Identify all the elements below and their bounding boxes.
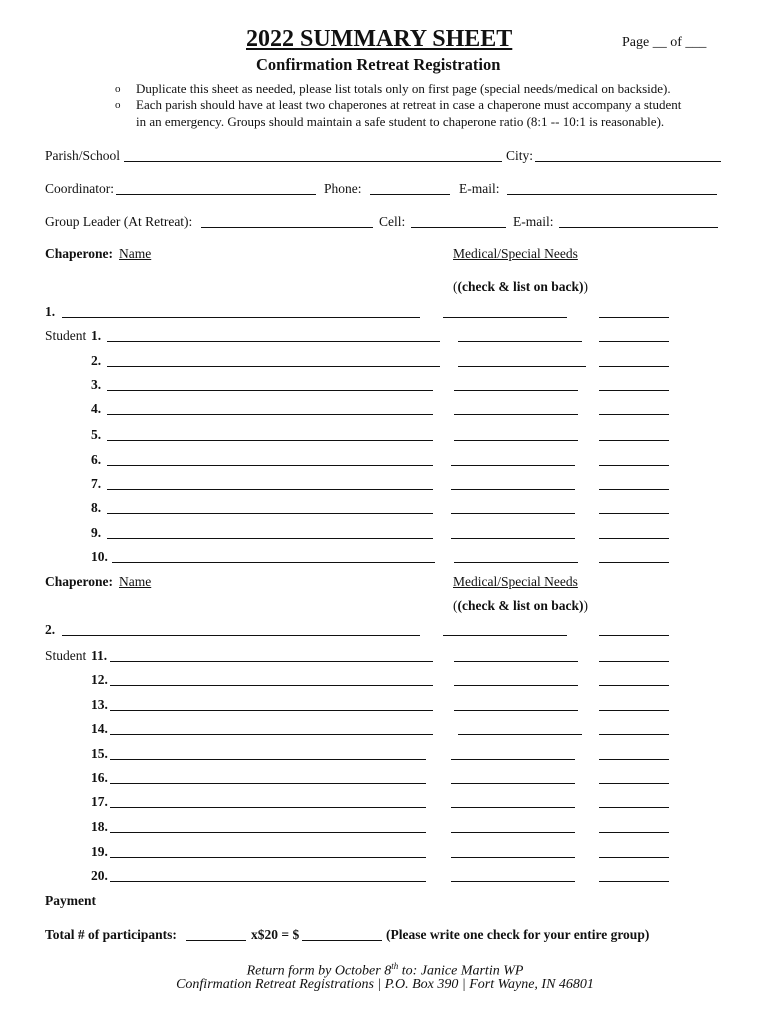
student-number: 15.: [91, 746, 108, 761]
payment-check-note: (Please write one check for your entire group): [386, 927, 650, 942]
check-line[interactable]: [599, 783, 669, 784]
check-line[interactable]: [599, 489, 669, 490]
parish-input-line[interactable]: [124, 161, 502, 162]
note-2-continued: in an emergency. Groups should maintain a safe student to chaperone ratio (8:1 -- 10:1 is reasonable).: [136, 114, 665, 129]
student-name-line[interactable]: [107, 414, 433, 415]
student-name-line[interactable]: [110, 832, 426, 833]
student-number: 9.: [91, 525, 102, 540]
email-input-line[interactable]: [559, 227, 718, 228]
check-line[interactable]: [599, 881, 669, 882]
check-line[interactable]: [599, 685, 669, 686]
medical-line[interactable]: [454, 661, 578, 662]
check-line[interactable]: [599, 341, 669, 342]
student-number: 2.: [91, 353, 102, 368]
coordinator-input-line[interactable]: [116, 194, 316, 195]
rate-label: x$20 = $: [251, 927, 300, 942]
medical-line[interactable]: [458, 366, 586, 367]
student-number: 13.: [91, 697, 108, 712]
student-number: 11.: [91, 648, 108, 663]
check-line[interactable]: [599, 710, 669, 711]
group-leader-label: Group Leader (At Retreat):: [45, 214, 193, 229]
student-name-line[interactable]: [110, 759, 426, 760]
email-label: E-mail:: [513, 214, 554, 229]
chaperone-label: Chaperone:: [45, 246, 114, 261]
medical-line[interactable]: [458, 734, 582, 735]
medical-line[interactable]: [451, 832, 575, 833]
student-name-line[interactable]: [107, 366, 440, 367]
group-leader-input-line[interactable]: [201, 227, 373, 228]
student-name-line[interactable]: [107, 341, 440, 342]
medical-line[interactable]: [451, 759, 575, 760]
check-line[interactable]: [599, 465, 669, 466]
student-name-line[interactable]: [110, 783, 426, 784]
phone-input-line[interactable]: [370, 194, 450, 195]
city-input-line[interactable]: [535, 161, 721, 162]
coordinator-label: Coordinator:: [45, 181, 114, 196]
student-name-line[interactable]: [112, 562, 435, 563]
phone-label: Phone:: [324, 181, 362, 196]
student-number: 14.: [91, 721, 108, 736]
medical-line[interactable]: [454, 414, 578, 415]
note-1: Duplicate this sheet as needed, please list totals only on first page (special needs/medical on backside).: [136, 81, 671, 96]
email-input-line[interactable]: [507, 194, 717, 195]
medical-line[interactable]: [451, 538, 575, 539]
student-number: 7.: [91, 476, 102, 491]
student-name-line[interactable]: [110, 881, 426, 882]
check-line[interactable]: [599, 440, 669, 441]
mailing-address: Confirmation Retreat Registrations | P.O. Box 390 | Fort Wayne, IN 46801: [176, 977, 594, 992]
student-name-line[interactable]: [107, 489, 433, 490]
name-column-label: Name: [119, 574, 152, 589]
total-amount-line[interactable]: [302, 940, 382, 941]
return-suffix: to: Janice Martin WP: [398, 963, 524, 979]
cell-label: Cell:: [379, 214, 406, 229]
student-name-line[interactable]: [110, 857, 426, 858]
check-line[interactable]: [599, 807, 669, 808]
student-name-line[interactable]: [110, 685, 433, 686]
student-number: 10.: [91, 549, 108, 564]
student-name-line[interactable]: [107, 390, 433, 391]
medical-line[interactable]: [454, 390, 578, 391]
note-2: Each parish should have at least two chaperones at retreat in case a chaperone must accompany a student: [136, 97, 682, 112]
check-line[interactable]: [599, 538, 669, 539]
chaperone-number: 1.: [45, 304, 56, 319]
student-number: 3.: [91, 377, 102, 392]
check-line[interactable]: [599, 414, 669, 415]
chaperone-number: 2.: [45, 622, 56, 637]
check-line[interactable]: [599, 661, 669, 662]
cell-input-line[interactable]: [411, 227, 506, 228]
medical-line[interactable]: [443, 635, 567, 636]
bullet-icon: o: [115, 83, 121, 95]
total-participants-line[interactable]: [186, 940, 246, 941]
page-subtitle: Confirmation Retreat Registration: [256, 55, 501, 74]
medical-line[interactable]: [451, 465, 575, 466]
student-number: 5.: [91, 427, 102, 442]
student-number: 12.: [91, 672, 108, 687]
student-name-line[interactable]: [110, 734, 433, 735]
medical-line[interactable]: [443, 317, 567, 318]
student-number: 6.: [91, 452, 102, 467]
medical-line[interactable]: [451, 489, 575, 490]
medical-line[interactable]: [454, 710, 578, 711]
medical-line[interactable]: [454, 562, 578, 563]
check-line[interactable]: [599, 317, 669, 318]
student-name-line[interactable]: [110, 661, 433, 662]
medical-column-label: Medical/Special Needs: [453, 574, 578, 589]
total-participants-label: Total # of participants:: [45, 927, 177, 942]
student-name-line[interactable]: [110, 807, 426, 808]
check-line[interactable]: [599, 832, 669, 833]
student-number: 20.: [91, 868, 108, 883]
check-line[interactable]: [599, 759, 669, 760]
name-column-label: Name: [119, 246, 152, 261]
check-line[interactable]: [599, 366, 669, 367]
check-note-text: (check & list on back): [457, 598, 584, 613]
medical-line[interactable]: [458, 341, 582, 342]
check-line[interactable]: [599, 635, 669, 636]
student-label: Student: [45, 648, 87, 663]
chaperone-name-line[interactable]: [62, 635, 420, 636]
student-number: 18.: [91, 819, 108, 834]
parish-label: Parish/School: [45, 148, 121, 163]
student-number: 19.: [91, 844, 108, 859]
payment-heading: Payment: [45, 893, 96, 908]
medical-line[interactable]: [451, 513, 575, 514]
medical-line[interactable]: [451, 857, 575, 858]
medical-line[interactable]: [451, 881, 575, 882]
student-number: 8.: [91, 500, 102, 515]
student-name-line[interactable]: [110, 710, 433, 711]
chaperone-label: Chaperone:: [45, 574, 114, 589]
check-line[interactable]: [599, 513, 669, 514]
email-label: E-mail:: [459, 181, 500, 196]
check-line[interactable]: [599, 857, 669, 858]
student-number: 1.: [91, 328, 102, 343]
page-title: 2022 SUMMARY SHEET: [246, 26, 513, 52]
bullet-icon: o: [115, 99, 121, 111]
student-name-line[interactable]: [107, 465, 433, 466]
check-note: ((check & list on back)): [453, 598, 588, 613]
check-note: ((check & list on back)): [453, 279, 588, 294]
return-sup: th: [391, 961, 399, 971]
check-note-text: (check & list on back): [457, 279, 584, 294]
medical-line[interactable]: [454, 440, 578, 441]
student-number: 16.: [91, 770, 108, 785]
student-number: 4.: [91, 401, 102, 416]
student-label: Student: [45, 328, 87, 343]
check-line[interactable]: [599, 390, 669, 391]
check-line[interactable]: [599, 562, 669, 563]
medical-line[interactable]: [454, 685, 578, 686]
student-number: 17.: [91, 794, 108, 809]
medical-line[interactable]: [451, 807, 575, 808]
student-name-line[interactable]: [107, 513, 433, 514]
page-number-label: Page __ of ___: [622, 35, 707, 50]
medical-column-label: Medical/Special Needs: [453, 246, 578, 261]
student-name-line[interactable]: [107, 538, 433, 539]
return-prefix: Return form by October 8: [246, 963, 392, 979]
check-line[interactable]: [599, 734, 669, 735]
city-label: City:: [506, 148, 534, 163]
chaperone-name-line[interactable]: [62, 317, 420, 318]
medical-line[interactable]: [451, 783, 575, 784]
student-name-line[interactable]: [107, 440, 433, 441]
